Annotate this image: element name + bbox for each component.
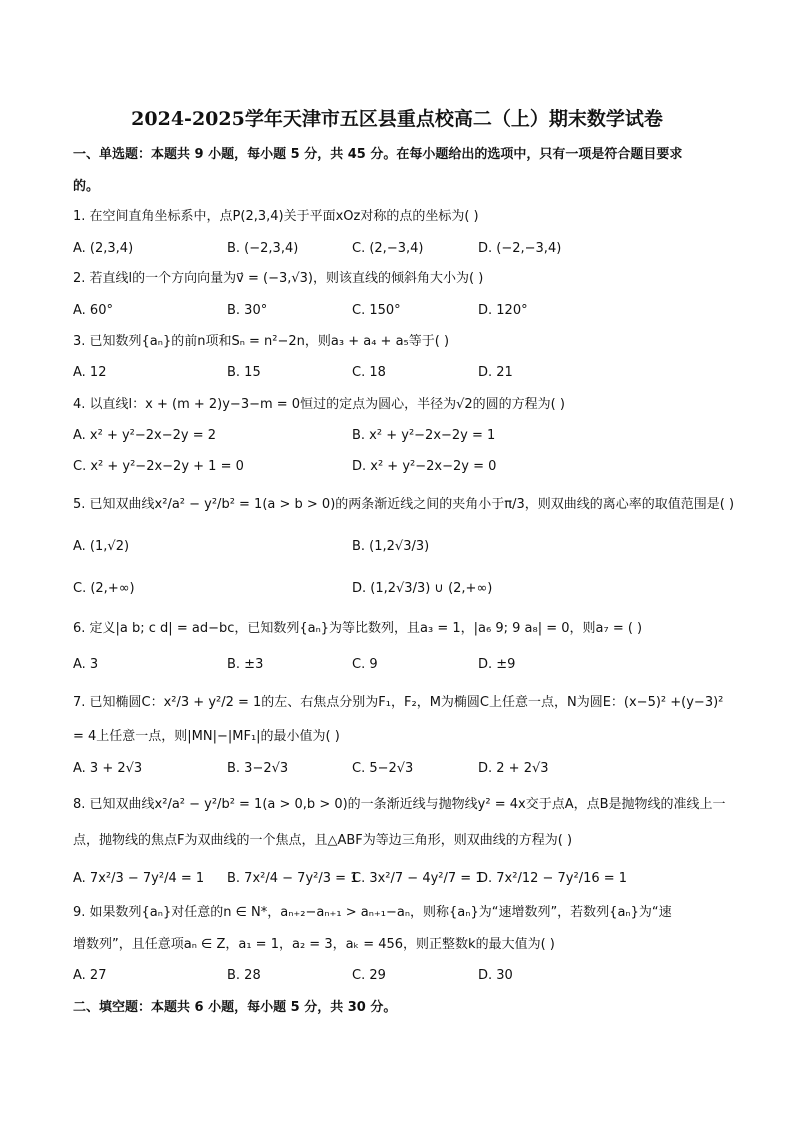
question-8-text-line2: 点，抛物线的焦点F为双曲线的一个焦点，且△ABF为等边三角形，则双曲线的方程为( ) xyxy=(73,833,573,848)
q2-option-d: D. 120° xyxy=(478,303,528,318)
question-2-text: 2. 若直线l的一个方向向量为v⃗ = (−3,√3)，则该直线的倾斜角大小为( ) xyxy=(73,271,484,286)
q7-option-b: B. 3−2√3 xyxy=(227,761,289,776)
question-7-options xyxy=(73,760,733,778)
q4-option-d: D. x² + y²−2x−2y = 0 xyxy=(352,459,497,474)
q6-option-d: D. ±9 xyxy=(478,657,516,672)
q6-option-a: A. 3 xyxy=(73,657,99,672)
q4-option-c: C. x² + y²−2x−2y + 1 = 0 xyxy=(73,459,244,474)
question-7-text-line1: 7. 已知椭圆C：x²/3 + y²/2 = 1的左、右焦点分别为F₁，F₂，M为椭圆C上任意一点，N为圆E：(x−5)² +(y−3)² xyxy=(73,695,724,710)
question-5-options-row1 xyxy=(73,538,733,556)
question-1-text: 1. 在空间直角坐标系中，点P(2,3,4)关于平面xOz对称的点的坐标为( ) xyxy=(73,209,479,224)
question-8-options xyxy=(73,870,733,888)
question-9-text-line1: 9. 如果数列{aₙ}对任意的n ∈ N*，aₙ₊₂−aₙ₊₁ > aₙ₊₁−aₙ，则称{aₙ}为“速增数列”，若数列{aₙ}为“速 xyxy=(73,905,672,920)
q5-option-c: C. (2,+∞) xyxy=(73,581,135,596)
question-9-options xyxy=(73,967,733,985)
q3-option-c: C. 18 xyxy=(352,365,386,380)
question-1-options xyxy=(73,240,733,258)
section2-header: 二、填空题：本题共 6 小题，每小题 5 分，共 30 分。 xyxy=(73,1000,397,1015)
exam-title: 2024-2025学年天津市五区县重点校高二（上）期末数学试卷 xyxy=(131,108,663,130)
q5-option-d: D. (1,2√3/3) ∪ (2,+∞) xyxy=(352,581,493,596)
q6-option-b: B. ±3 xyxy=(227,657,264,672)
question-8-text-line1: 8. 已知双曲线x²/a² − y²/b² = 1(a > 0,b > 0)的一条渐近线与抛物线y² = 4x交于点A，点B是抛物线的准线上一 xyxy=(73,797,726,812)
q5-option-b: B. (1,2√3/3) xyxy=(352,539,430,554)
q1-option-a: A. (2,3,4) xyxy=(73,241,134,256)
q3-option-a: A. 12 xyxy=(73,365,107,380)
question-9-text-line2: 增数列”，且任意项aₙ ∈ Z，a₁ = 1，a₂ = 3，aₖ = 456，则正整数k的最大值为( ) xyxy=(73,937,555,952)
q7-option-d: D. 2 + 2√3 xyxy=(478,761,549,776)
question-4-options-row2 xyxy=(73,458,733,476)
section1-header-line2: 的。 xyxy=(73,179,100,194)
question-4-options-row1 xyxy=(73,427,733,445)
question-3-text: 3. 已知数列{aₙ}的前n项和Sₙ = n²−2n，则a₃ + a₄ + a₅等于( ) xyxy=(73,334,450,349)
q2-option-b: B. 30° xyxy=(227,303,268,318)
q9-option-d: D. 30 xyxy=(478,968,513,983)
q8-option-b: B. 7x²/4 − 7y²/3 = 1 xyxy=(227,871,359,886)
q8-option-c: C. 3x²/7 − 4y²/7 = 1 xyxy=(352,871,484,886)
question-2-options xyxy=(73,302,733,320)
q9-option-a: A. 27 xyxy=(73,968,107,983)
q1-option-c: C. (2,−3,4) xyxy=(352,241,424,256)
q3-option-d: D. 21 xyxy=(478,365,513,380)
q4-option-a: A. x² + y²−2x−2y = 2 xyxy=(73,428,217,443)
q7-option-a: A. 3 + 2√3 xyxy=(73,761,143,776)
question-7-text-line2: = 4上任意一点，则|MN|−|MF₁|的最小值为( ) xyxy=(73,729,340,744)
q2-option-c: C. 150° xyxy=(352,303,401,318)
q2-option-a: A. 60° xyxy=(73,303,113,318)
q5-option-a: A. (1,√2) xyxy=(73,539,130,554)
question-5-options-row2 xyxy=(73,580,733,598)
question-5-text: 5. 已知双曲线x²/a² − y²/b² = 1(a > b > 0)的两条渐近线之间的夹角小于π/3，则双曲线的离心率的取值范围是( ) xyxy=(73,497,735,512)
q1-option-d: D. (−2,−3,4) xyxy=(478,241,562,256)
section1-header-line1: 一、单选题：本题共 9 小题，每小题 5 分，共 45 分。在每小题给出的选项中，只有一项是符合题目要求 xyxy=(73,147,683,162)
q8-option-a: A. 7x²/3 − 7y²/4 = 1 xyxy=(73,871,205,886)
q8-option-d: D. 7x²/12 − 7y²/16 = 1 xyxy=(478,871,628,886)
question-3-options xyxy=(73,364,733,382)
q6-option-c: C. 9 xyxy=(352,657,378,672)
question-4-text: 4. 以直线l：x + (m + 2)y−3−m = 0恒过的定点为圆心，半径为√2的圆的方程为( ) xyxy=(73,397,565,412)
q1-option-b: B. (−2,3,4) xyxy=(227,241,299,256)
q7-option-c: C. 5−2√3 xyxy=(352,761,414,776)
q9-option-c: C. 29 xyxy=(352,968,386,983)
q4-option-b: B. x² + y²−2x−2y = 1 xyxy=(352,428,496,443)
q3-option-b: B. 15 xyxy=(227,365,261,380)
question-6-options xyxy=(73,656,733,674)
question-6-text: 6. 定义|a b; c d| = ad−bc，已知数列{aₙ}为等比数列，且a₃ = 1，|a₆ 9; 9 a₈| = 0，则a₇ = ( ) xyxy=(73,621,643,636)
q9-option-b: B. 28 xyxy=(227,968,261,983)
